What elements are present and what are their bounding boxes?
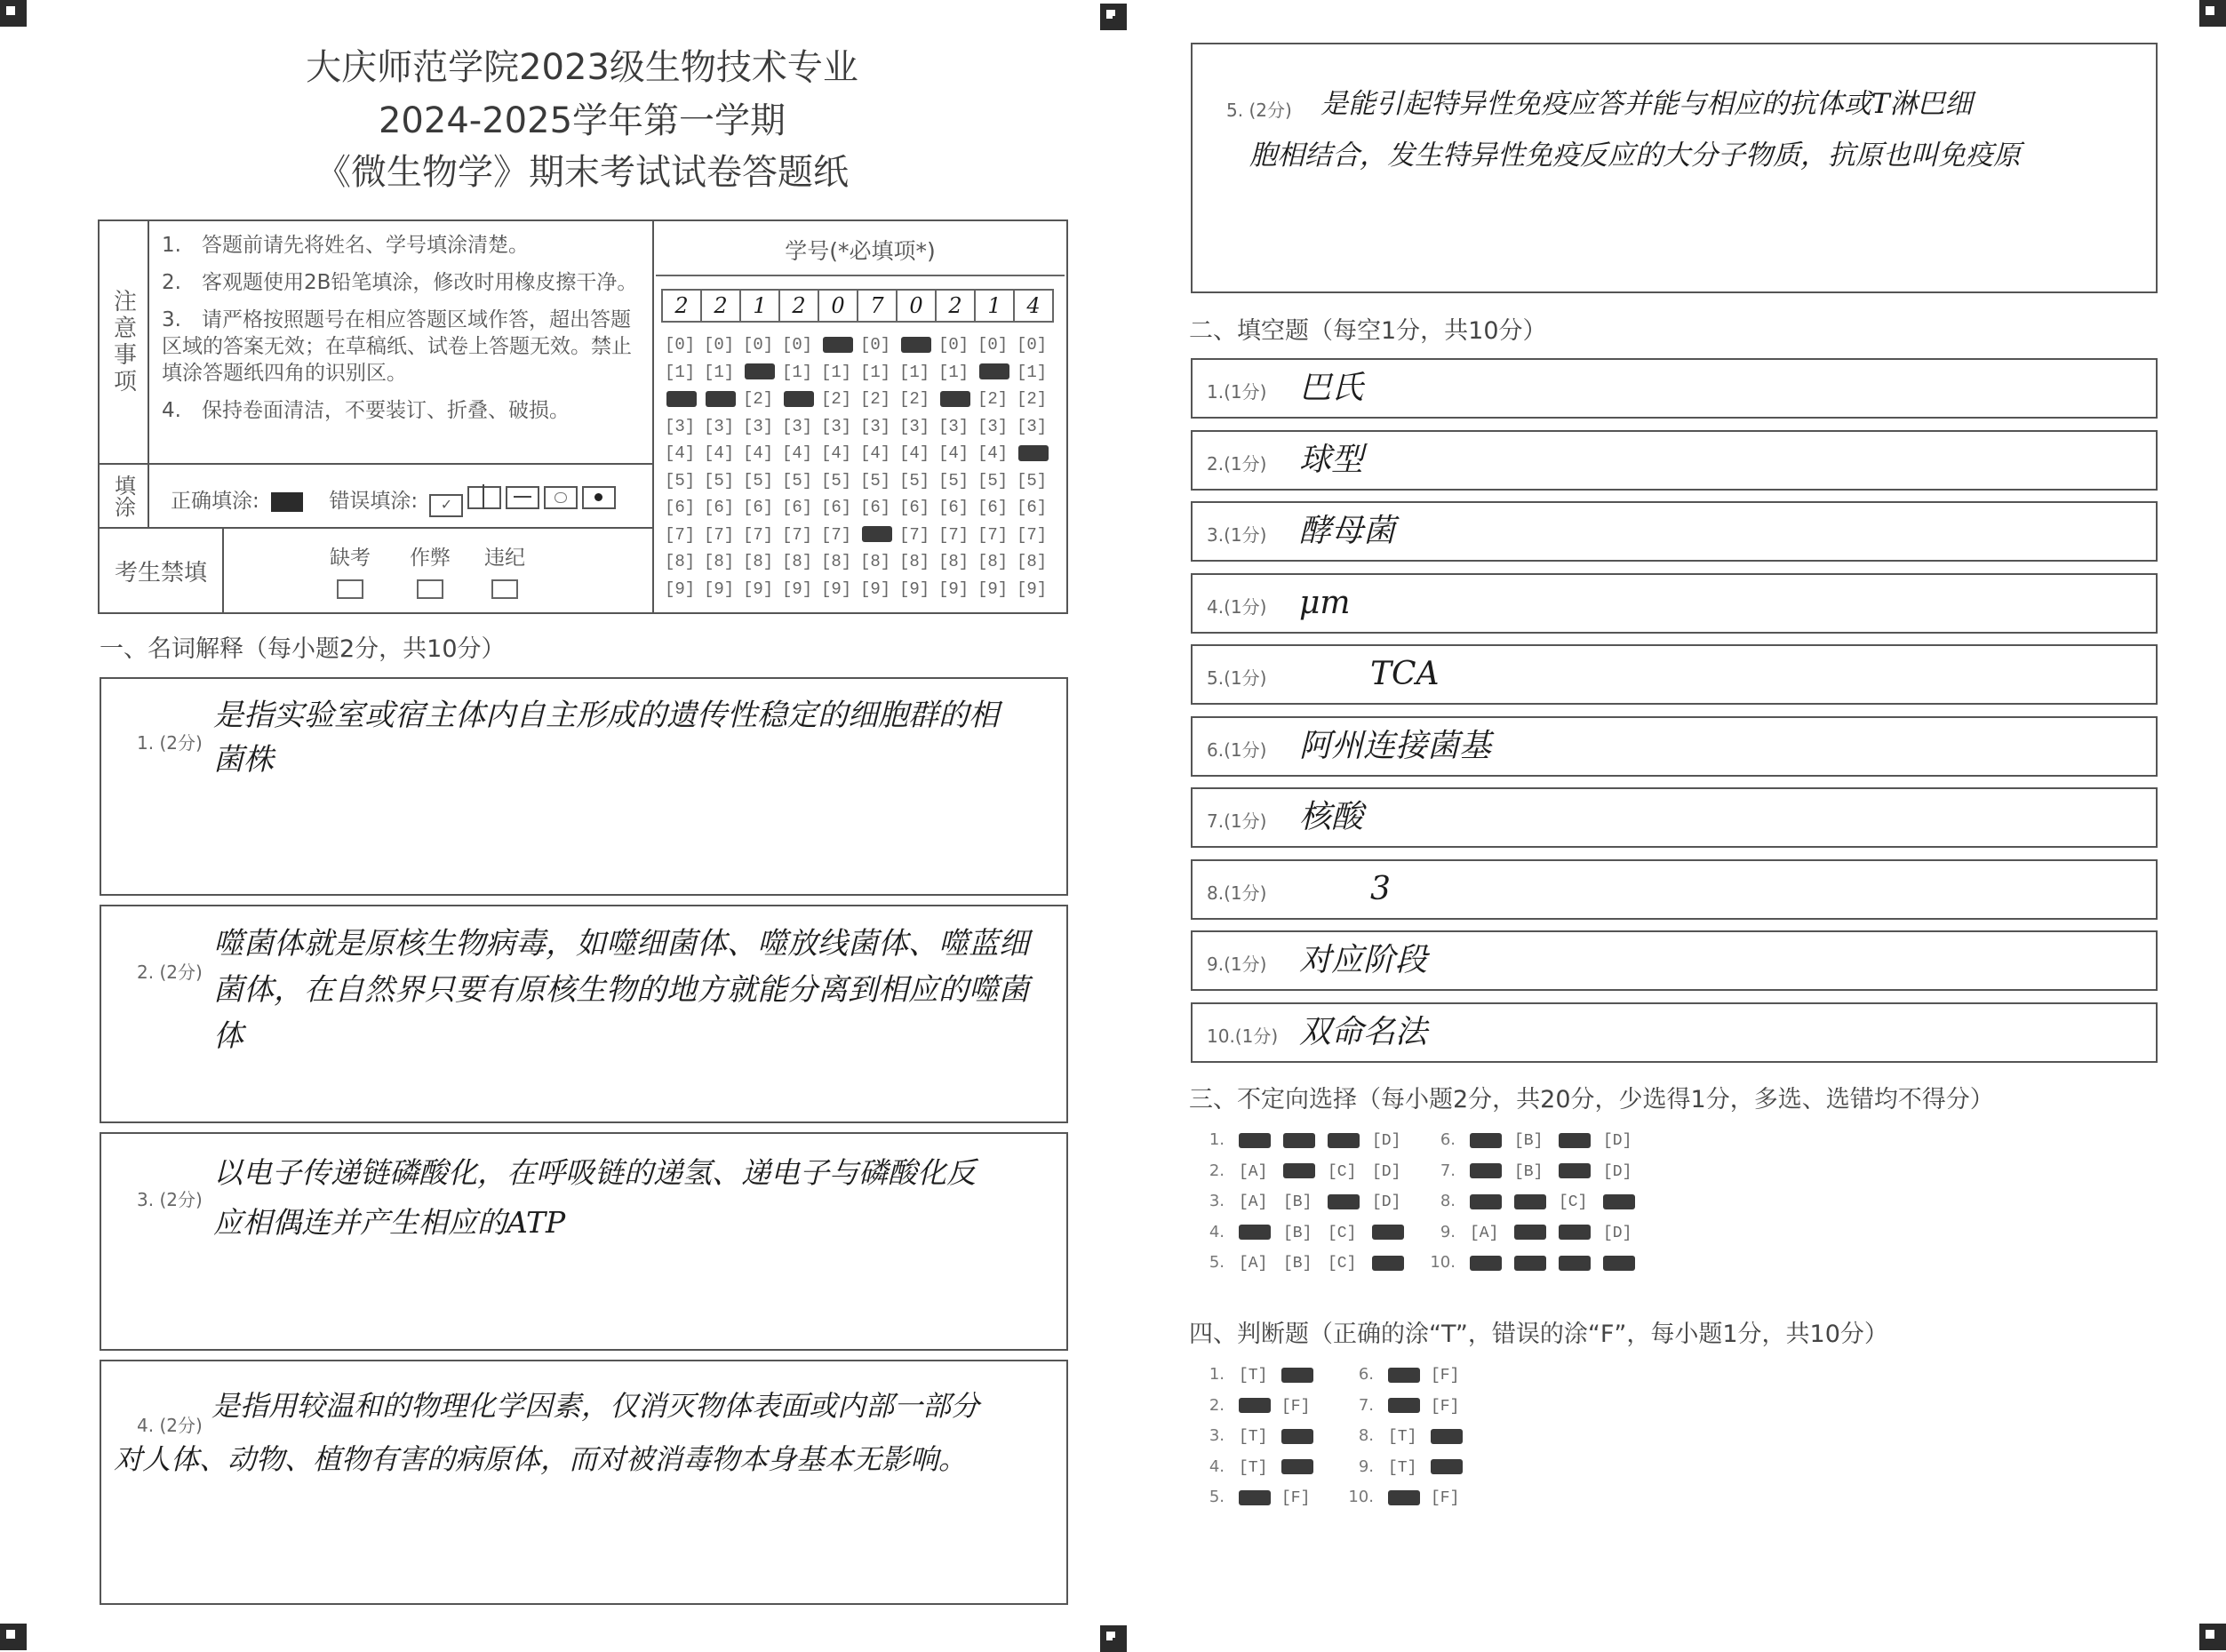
id-bubble[interactable]: [5]: [743, 470, 774, 491]
question-number: 7.: [1358, 1395, 1374, 1415]
id-bubble[interactable]: [0]: [977, 335, 1009, 355]
id-bubble[interactable]: [860, 522, 899, 549]
id-bubble[interactable]: [4]: [665, 443, 696, 463]
forbid-absent-label: 缺考: [330, 547, 371, 570]
notice-item-2: 2. 客观题使用2B铅笔填涂，修改时用橡皮擦干净。: [162, 271, 638, 294]
bubble-row: [665, 467, 1056, 495]
id-bubble[interactable]: [7]: [938, 524, 969, 545]
forbid-cheat-checkbox[interactable]: [417, 579, 443, 599]
bubble-row: [665, 522, 1056, 549]
option-bubble[interactable]: [1514, 1193, 1559, 1211]
id-bubble[interactable]: [3]: [821, 416, 852, 436]
id-bubble[interactable]: [3]: [782, 416, 813, 436]
answer-text: 酵母菌: [1299, 513, 1396, 549]
option-bubble[interactable]: [1603, 1193, 1648, 1211]
id-bubble[interactable]: [5]: [665, 470, 696, 491]
answer-box-s1-q1[interactable]: [100, 677, 1068, 896]
option-bubble[interactable]: [F]: [1431, 1367, 1460, 1385]
option-bubble[interactable]: [1239, 1398, 1281, 1416]
question-number: 5.: [1209, 1488, 1225, 1506]
question-number: 4.: [1209, 1456, 1225, 1476]
id-bubble[interactable]: [7]: [782, 524, 813, 545]
option-bubble[interactable]: [1470, 1163, 1514, 1181]
option-bubble[interactable]: [1431, 1428, 1473, 1446]
id-bubble[interactable]: [5]: [860, 470, 891, 491]
id-bubble[interactable]: [2]: [977, 389, 1009, 409]
answer-num: 3.(1分): [1207, 524, 1267, 546]
id-bubble[interactable]: [3]: [938, 416, 969, 436]
tf-question-5: [1191, 1488, 1324, 1507]
answer-text: 是能引起特异性免疫应答并能与相应的抗体或T淋巴细 胞相结合，发生特异性免疫反应的大分子物质，抗原也叫免疫原: [1249, 88, 2021, 172]
mc-question-4: [1191, 1223, 1416, 1242]
forbid-discipline-label: 违纪: [484, 547, 525, 570]
id-bubble[interactable]: [1]: [782, 362, 813, 382]
option-bubble[interactable]: [1239, 1225, 1283, 1242]
id-bubble[interactable]: [1]: [821, 362, 852, 382]
exam-title-line1: 大庆师范学院2023级生物技术专业: [306, 47, 858, 88]
option-bubble[interactable]: [1388, 1367, 1431, 1385]
option-bubble[interactable]: [T]: [1239, 1428, 1268, 1446]
section2-heading: 二、填空题（每空1分，共10分）: [1189, 317, 1547, 345]
id-bubble[interactable]: [9]: [743, 579, 774, 599]
option-bubble[interactable]: [1239, 1132, 1283, 1150]
answer-num: 5. (2分): [1226, 100, 1292, 121]
section1-heading: 一、名词解释（每小题2分，共10分）: [100, 635, 506, 663]
forbid-side-label: 考生禁填: [100, 529, 224, 612]
option-bubble[interactable]: [1559, 1255, 1603, 1273]
option-bubble[interactable]: [C]: [1328, 1255, 1357, 1273]
option-bubble[interactable]: [D]: [1372, 1132, 1401, 1150]
question-number: 6.: [1440, 1130, 1456, 1149]
id-bubble[interactable]: [8]: [977, 552, 1009, 571]
tf-question-7: [1340, 1396, 1473, 1416]
id-bubble[interactable]: [1]: [860, 362, 891, 382]
answer-num: 3. (2分): [137, 1189, 203, 1210]
tf-question-6: [1340, 1365, 1473, 1385]
option-bubble[interactable]: [D]: [1372, 1193, 1401, 1211]
id-bubble[interactable]: [0]: [1017, 335, 1048, 355]
id-bubble[interactable]: [2]: [743, 389, 774, 409]
answer-num: 4.(1分): [1207, 595, 1267, 618]
mc-question-9: [1422, 1223, 1648, 1242]
option-bubble[interactable]: [1372, 1255, 1416, 1273]
option-bubble[interactable]: [D]: [1603, 1224, 1632, 1242]
id-bubble[interactable]: [6]: [860, 498, 891, 517]
option-bubble[interactable]: [T]: [1239, 1367, 1268, 1385]
id-bubble[interactable]: [3]: [743, 416, 774, 436]
id-bubble[interactable]: [6]: [782, 498, 813, 517]
student-id-digit: 2: [780, 291, 819, 321]
student-id-digit: 2: [937, 291, 976, 321]
id-bubble[interactable]: [9]: [704, 579, 735, 599]
student-id-label: 学号(*必填项*): [785, 238, 936, 264]
question-number: 2.: [1209, 1161, 1225, 1180]
corner-mark-top-left: [0, 0, 27, 27]
id-bubble[interactable]: [6]: [743, 498, 774, 517]
id-bubble[interactable]: [9]: [665, 579, 696, 599]
id-bubble[interactable]: [6]: [938, 498, 969, 517]
id-bubble[interactable]: [0]: [704, 335, 735, 355]
answer-box-s2-q4[interactable]: [1191, 573, 2158, 634]
notice-item-1: 1. 答题前请先将姓名、学号填涂清楚。: [162, 234, 529, 257]
id-bubble[interactable]: [6]: [821, 498, 852, 517]
option-bubble[interactable]: [1470, 1255, 1514, 1273]
correct-fill-sample: [271, 492, 303, 512]
question-number: 6.: [1358, 1365, 1374, 1384]
question-number: 3.: [1209, 1192, 1225, 1210]
id-bubble[interactable]: [0]: [665, 335, 696, 355]
id-bubble[interactable]: [9]: [860, 579, 891, 599]
id-bubble[interactable]: [6]: [977, 498, 1009, 517]
id-bubble[interactable]: [1]: [665, 362, 696, 382]
bubble-row: [665, 413, 1056, 441]
option-bubble[interactable]: [1372, 1225, 1416, 1242]
student-id-digits: [661, 289, 1054, 323]
bubble-row: [665, 494, 1056, 522]
id-bubble[interactable]: [5]: [899, 470, 930, 491]
answer-text: 核酸: [1299, 799, 1364, 835]
option-bubble[interactable]: [A]: [1470, 1224, 1499, 1242]
answer-box-s1-q5[interactable]: [1191, 43, 2158, 293]
id-bubble[interactable]: [2]: [860, 389, 891, 409]
mc-question-7: [1422, 1161, 1648, 1181]
id-bubble[interactable]: [4]: [899, 443, 930, 463]
question-number: 7.: [1440, 1161, 1456, 1180]
bubble-row: [665, 576, 1056, 603]
mc-question-2: [1191, 1161, 1416, 1181]
option-bubble[interactable]: [1281, 1428, 1324, 1446]
fill-side-label: 填涂: [100, 465, 149, 527]
mc-question-8: [1422, 1192, 1648, 1211]
option-bubble[interactable]: [T]: [1239, 1458, 1268, 1477]
notice-item-4: 4. 保持卷面清洁，不要装订、折叠、破损。: [162, 399, 570, 422]
answer-text: 是指用较温和的物理化学因素，仅消灭物体表面或内部一部分 对人体、动物、植物有害的病原体，而对被消毒物本身基本无影响。: [114, 1389, 980, 1476]
id-bubble[interactable]: [4]: [860, 443, 891, 463]
id-bubble[interactable]: [8]: [860, 552, 891, 571]
correct-fill-label: 正确填涂:: [171, 490, 259, 513]
answer-text: 巴氏: [1299, 370, 1364, 406]
question-number: 8.: [1440, 1192, 1456, 1210]
option-bubble[interactable]: [1283, 1132, 1328, 1150]
id-bubble[interactable]: [8]: [938, 552, 969, 571]
bubble-row: [665, 386, 1056, 413]
answer-num: 1.(1分): [1207, 381, 1267, 403]
id-bubble[interactable]: [1]: [704, 362, 735, 382]
answer-text: 双命名法: [1299, 1013, 1428, 1050]
option-bubble[interactable]: [1388, 1489, 1431, 1507]
answer-num: 2.(1分): [1207, 452, 1267, 475]
id-bubble[interactable]: [3]: [1017, 416, 1048, 436]
mc-question-1: [1191, 1130, 1416, 1150]
id-bubble[interactable]: [5]: [704, 470, 735, 491]
corner-mark-bottom-right: [2199, 1624, 2226, 1650]
option-bubble[interactable]: [F]: [1431, 1489, 1460, 1507]
option-bubble[interactable]: [B]: [1283, 1224, 1312, 1242]
id-bubble[interactable]: [3]: [704, 416, 735, 436]
option-bubble[interactable]: [1239, 1489, 1281, 1507]
answer-num: 9.(1分): [1207, 954, 1267, 975]
id-bubble[interactable]: [4]: [977, 443, 1009, 463]
answer-box-s2-q7[interactable]: [1191, 787, 2158, 848]
answer-box-s2-q10[interactable]: [1191, 1002, 2158, 1063]
id-bubble[interactable]: [3]: [977, 416, 1009, 436]
notice-side-label: 注意事项: [100, 221, 149, 463]
question-number: 3.: [1209, 1426, 1225, 1445]
id-bubble[interactable]: [3]: [665, 416, 696, 436]
answer-num: 4. (2分): [137, 1415, 203, 1436]
id-bubble[interactable]: [9]: [899, 579, 930, 599]
id-bubble[interactable]: [8]: [782, 552, 813, 571]
id-bubble[interactable]: [7]: [743, 524, 774, 545]
wrong-fill-label: 错误填涂:: [329, 490, 419, 513]
id-bubble[interactable]: [7]: [704, 524, 735, 545]
option-bubble[interactable]: [1388, 1398, 1431, 1416]
id-bubble[interactable]: [1]: [938, 362, 969, 382]
option-bubble[interactable]: [T]: [1388, 1458, 1417, 1477]
id-bubble[interactable]: [2]: [899, 389, 930, 409]
id-bubble[interactable]: [5]: [782, 470, 813, 491]
mc-question-3: [1191, 1192, 1416, 1211]
option-bubble[interactable]: [B]: [1514, 1132, 1544, 1150]
answer-text: 是指实验室或宿主体内自主形成的遗传性稳定的细胞群的相 菌株: [213, 698, 999, 778]
id-bubble[interactable]: [2]: [1017, 389, 1048, 409]
id-bubble[interactable]: [977, 359, 1017, 387]
option-bubble[interactable]: [1431, 1459, 1473, 1477]
option-bubble[interactable]: [1514, 1225, 1559, 1242]
question-number: 5.: [1209, 1253, 1225, 1272]
answer-text: 对应阶段: [1299, 942, 1428, 978]
forbid-absent-checkbox[interactable]: [337, 579, 363, 599]
option-bubble[interactable]: [F]: [1281, 1397, 1311, 1416]
answer-box-s2-q8[interactable]: [1191, 859, 2158, 920]
id-bubble[interactable]: [1017, 440, 1056, 467]
id-bubble[interactable]: [782, 386, 821, 413]
answer-box-s1-q2[interactable]: [100, 905, 1068, 1123]
id-bubble[interactable]: [6]: [665, 498, 696, 517]
option-bubble[interactable]: [A]: [1239, 1193, 1268, 1211]
id-bubble[interactable]: [704, 386, 743, 413]
option-bubble[interactable]: [T]: [1388, 1428, 1417, 1446]
option-bubble[interactable]: [1470, 1193, 1514, 1211]
question-number: 4.: [1209, 1222, 1225, 1241]
id-bubble[interactable]: [3]: [860, 416, 891, 436]
id-bubble[interactable]: [8]: [704, 552, 735, 571]
id-bubble[interactable]: [9]: [977, 579, 1009, 599]
id-bubble[interactable]: [1]: [1017, 362, 1048, 382]
id-bubble[interactable]: [899, 331, 938, 359]
option-bubble[interactable]: [1283, 1163, 1328, 1181]
id-bubble[interactable]: [1]: [899, 362, 930, 382]
id-bubble[interactable]: [7]: [899, 524, 930, 545]
option-bubble[interactable]: [A]: [1239, 1255, 1268, 1273]
id-bubble[interactable]: [6]: [899, 498, 930, 517]
tf-question-4: [1191, 1457, 1324, 1477]
corner-mark-bottom-middle: [1100, 1625, 1127, 1652]
student-id-digit: 1: [976, 291, 1015, 321]
student-id-digit: 4: [1015, 291, 1054, 321]
id-bubble[interactable]: [6]: [704, 498, 735, 517]
wrong-fill-samples: ✓: [429, 486, 616, 517]
corner-mark-top-right: [2199, 0, 2226, 27]
answer-num: 6.(1分): [1207, 738, 1267, 761]
id-bubble[interactable]: [8]: [743, 552, 774, 571]
tf-question-8: [1340, 1426, 1473, 1446]
option-bubble[interactable]: [C]: [1559, 1193, 1588, 1211]
option-bubble[interactable]: [B]: [1283, 1193, 1312, 1211]
section4-heading: 四、判断题（正确的涂“T”，错误的涂“F”，每小题1分，共10分）: [1189, 1321, 1888, 1348]
option-bubble[interactable]: [1470, 1132, 1514, 1150]
option-bubble[interactable]: [1559, 1132, 1603, 1150]
id-bubble[interactable]: [8]: [665, 552, 696, 571]
answer-text: TCA: [1370, 656, 1440, 692]
answer-box-s2-q5[interactable]: [1191, 644, 2158, 705]
question-number: 2.: [1209, 1395, 1225, 1415]
student-id-digit: 2: [702, 291, 741, 321]
option-bubble[interactable]: [D]: [1603, 1162, 1632, 1181]
tf-question-1: [1191, 1365, 1324, 1385]
answer-num: 5.(1分): [1207, 667, 1267, 689]
id-bubble[interactable]: [7]: [977, 524, 1009, 545]
id-bubble[interactable]: [8]: [821, 552, 852, 571]
option-bubble[interactable]: [1603, 1255, 1648, 1273]
bubble-row: [665, 548, 1056, 576]
id-bubble[interactable]: [743, 359, 782, 387]
option-bubble[interactable]: [1328, 1132, 1372, 1150]
exam-title-line2: 2024-2025学年第一学期: [378, 100, 786, 141]
id-bubble[interactable]: [7]: [665, 524, 696, 545]
answer-box-s2-q9[interactable]: [1191, 930, 2158, 991]
answer-box-s1-q4[interactable]: [100, 1360, 1068, 1605]
bubble-row: [665, 359, 1056, 387]
option-bubble[interactable]: [1514, 1255, 1559, 1273]
answer-box-s2-q1[interactable]: [1191, 358, 2158, 419]
id-bubble[interactable]: [9]: [938, 579, 969, 599]
student-id-bubble-grid[interactable]: [665, 331, 1056, 603]
question-number: 10.: [1430, 1253, 1456, 1272]
corner-mark-bottom-left: [0, 1624, 27, 1650]
id-bubble[interactable]: [9]: [821, 579, 852, 599]
notice-box: [98, 219, 1068, 614]
option-bubble[interactable]: [C]: [1328, 1162, 1357, 1181]
id-bubble[interactable]: [5]: [821, 470, 852, 491]
option-bubble[interactable]: [C]: [1328, 1224, 1357, 1242]
answer-num: 2. (2分): [137, 962, 203, 983]
id-bubble[interactable]: [4]: [704, 443, 735, 463]
id-bubble[interactable]: [938, 386, 977, 413]
mc-question-6: [1422, 1130, 1648, 1150]
notice-item-3: 3. 请严格按照题号在相应答题区域作答，超出答题区域的答案无效；在草稿纸、试卷上答题无效。禁止填涂答题纸四角的识别区。: [162, 308, 632, 385]
id-bubble[interactable]: [7]: [1017, 524, 1048, 545]
id-bubble[interactable]: [665, 386, 704, 413]
mc-question-5: [1191, 1253, 1416, 1273]
tf-question-9: [1340, 1457, 1473, 1477]
id-bubble[interactable]: [4]: [821, 443, 852, 463]
id-bubble[interactable]: [4]: [782, 443, 813, 463]
option-bubble[interactable]: [1559, 1225, 1603, 1242]
option-bubble[interactable]: [1281, 1459, 1324, 1477]
id-bubble[interactable]: [5]: [938, 470, 969, 491]
question-number: 9.: [1358, 1456, 1374, 1476]
question-number: 1.: [1209, 1130, 1225, 1149]
answer-text: μm: [1299, 584, 1351, 621]
option-bubble[interactable]: [1328, 1193, 1372, 1211]
id-bubble[interactable]: [821, 331, 860, 359]
bubble-row: [665, 331, 1056, 359]
student-id-digit: 2: [663, 291, 702, 321]
tf-question-3: [1191, 1426, 1324, 1446]
option-bubble[interactable]: [D]: [1372, 1162, 1401, 1181]
id-bubble[interactable]: [0]: [938, 335, 969, 355]
forbid-discipline-checkbox[interactable]: [491, 579, 518, 599]
student-id-digit: 0: [819, 291, 858, 321]
answer-text: 以电子传递链磷酸化，在呼吸链的递氢、递电子与磷酸化反 应相偶连并产生相应的ATP: [213, 1155, 976, 1240]
id-bubble[interactable]: [5]: [977, 470, 1009, 491]
option-bubble[interactable]: [D]: [1603, 1132, 1632, 1150]
id-bubble[interactable]: [9]: [782, 579, 813, 599]
id-bubble[interactable]: [6]: [1017, 498, 1048, 517]
option-bubble[interactable]: [F]: [1281, 1489, 1311, 1507]
corner-mark-top-middle: [1100, 4, 1127, 30]
id-bubble[interactable]: [2]: [821, 389, 852, 409]
question-number: 10.: [1348, 1488, 1374, 1506]
id-bubble[interactable]: [7]: [821, 524, 852, 545]
answer-text: 阿州连接菌基: [1299, 727, 1492, 764]
id-bubble[interactable]: [5]: [1017, 470, 1048, 491]
answer-text: 球型: [1299, 441, 1364, 478]
mc-question-10: [1422, 1253, 1648, 1273]
answer-box-s1-q3[interactable]: [100, 1132, 1068, 1351]
section3-heading: 三、不定向选择（每小题2分，共20分，少选得1分，多选、选错均不得分）: [1189, 1086, 1994, 1113]
option-bubble[interactable]: [F]: [1431, 1397, 1460, 1416]
answer-num: 10.(1分): [1207, 1025, 1279, 1047]
student-id-digit: 0: [898, 291, 937, 321]
option-bubble[interactable]: [1281, 1367, 1324, 1385]
option-bubble[interactable]: [B]: [1283, 1255, 1312, 1273]
option-bubble[interactable]: [B]: [1514, 1162, 1544, 1181]
option-bubble[interactable]: [1559, 1163, 1603, 1181]
id-bubble[interactable]: [3]: [899, 416, 930, 436]
exam-title-line3: 《微生物学》期末考试试卷答题纸: [315, 152, 849, 193]
question-number: 8.: [1358, 1426, 1374, 1445]
id-bubble[interactable]: [9]: [1017, 579, 1048, 599]
student-id-digit: 7: [858, 291, 898, 321]
id-bubble[interactable]: [4]: [743, 443, 774, 463]
student-id-digit: 1: [741, 291, 780, 321]
answer-box-s2-q3[interactable]: [1191, 501, 2158, 562]
id-bubble[interactable]: [8]: [899, 552, 930, 571]
tf-question-2: [1191, 1396, 1324, 1416]
answer-num: 8.(1分): [1207, 882, 1267, 904]
answer-num: 7.(1分): [1207, 810, 1267, 832]
answer-text: 3: [1370, 870, 1391, 907]
answer-num: 1. (2分): [137, 732, 203, 754]
id-bubble[interactable]: [0]: [782, 335, 813, 355]
question-number: 9.: [1440, 1222, 1456, 1241]
id-bubble[interactable]: [4]: [938, 443, 969, 463]
id-bubble[interactable]: [0]: [860, 335, 891, 355]
id-bubble[interactable]: [8]: [1017, 552, 1048, 571]
id-bubble[interactable]: [0]: [743, 335, 774, 355]
answer-box-s2-q6[interactable]: [1191, 716, 2158, 777]
bubble-row: [665, 440, 1056, 467]
answer-box-s2-q2[interactable]: [1191, 430, 2158, 491]
question-number: 1.: [1209, 1365, 1225, 1384]
tf-question-10: [1340, 1488, 1473, 1507]
forbid-cheat-label: 作弊: [410, 547, 451, 570]
option-bubble[interactable]: [A]: [1239, 1162, 1268, 1181]
answer-text: 噬菌体就是原核生物病毒，如噬细菌体、噬放线菌体、噬蓝细 菌体，在自然界只要有原核生物的地方就能分离到相应的噬菌 体: [213, 926, 1029, 1054]
